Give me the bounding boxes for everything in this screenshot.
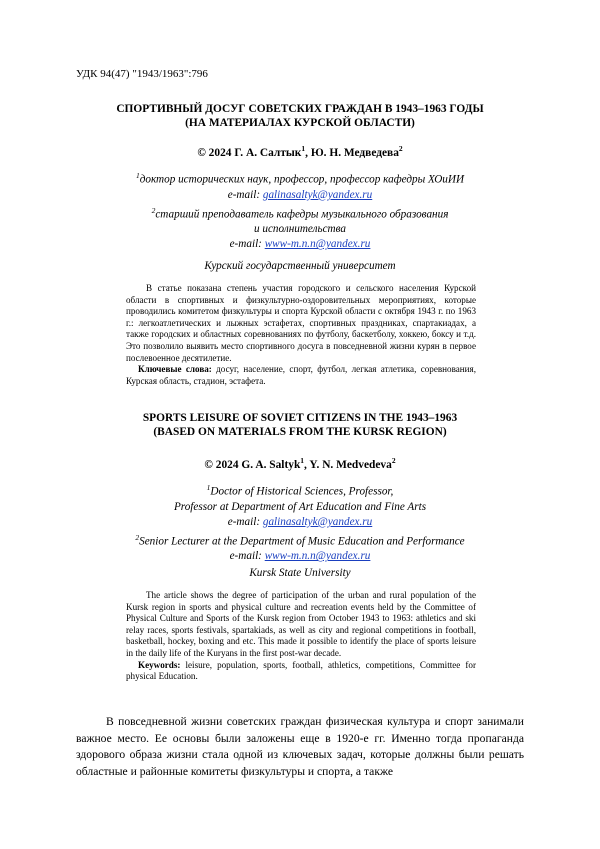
ru-keywords-text: досуг, население, спорт, футбол, легкая атлетика, соревнования, Курская область, стадион, эстафета.: [126, 364, 476, 386]
en-title-line2: (BASED ON MATERIALS FROM THE KURSK REGION): [153, 426, 447, 438]
ru-aff2-sup: 2: [151, 205, 156, 215]
ru-title: [60, 102, 540, 130]
en-aff2-sup: 2: [135, 532, 140, 542]
en-abstract-text: The article shows the degree of participation of the urban and rural population of the Kursk region in sports and physical culture and recreation events held by the Committee of Physical Culture and Sports of the Kursk region from October 1943 to 1963: athletics and ski relay races, sports festivals, spartakiads, as well as city and regional competitions in football, basketball, hockey, boxing and etc. This made it possible to identify the place of sports leisure in the daily life of the Kuryans in the first post-war decade.: [126, 590, 476, 658]
ru-abstract-text: В статье показана степень участия городского и сельского населения Курской области в спортивных и физкультурно-оздоровительных мероприятиях, которые проводились комитетом физкультуры и спорта Курской области с октября 1943 г. по 1963 г.: легкоатлетических и лыжных эстафетах, спортивных праздниках, спартакиадах, а также городских и областных соревнованиях по футболу, баскетболу, хоккею, боксу и т.д. Это позволило выявить место спортивного досуга в повседневной жизни курян в первое послевоенное десятилетие.: [126, 283, 476, 363]
en-aff1-sup: 1: [206, 483, 211, 492]
en-aff1-email-link[interactable]: galinasaltyk@yandex.ru: [262, 515, 373, 528]
ru-university: Курский государственный университет: [204, 260, 396, 272]
ru-keywords-label: Ключевые слова:: [138, 364, 212, 375]
ru-author1: Г. А. Салтык: [234, 146, 302, 159]
en-aff1-email-label: e-mail:: [227, 515, 263, 528]
ru-aff1-email-label: e-mail:: [227, 188, 263, 201]
en-aff2-email-line: [60, 549, 540, 564]
en-author-sep: ,: [304, 458, 310, 471]
en-keywords-label: Keywords:: [138, 659, 181, 670]
en-affiliations: [60, 480, 540, 564]
en-aff2: [60, 530, 540, 550]
ru-aff1-email-link[interactable]: galinasaltyk@yandex.ru: [262, 188, 373, 201]
en-abstract: [126, 590, 476, 683]
ru-aff2-text: старший преподаватель кафедры музыкального образования: [155, 208, 449, 221]
en-university: Kursk State University: [249, 567, 351, 579]
ru-aff1-text: доктор исторических наук, профессор, профессор кафедры ХОиИИ: [139, 173, 465, 186]
en-title-line1: SPORTS LEISURE OF SOVIET CITIZENS IN THE 1943–1963: [142, 412, 458, 424]
en-author1-sup: 1: [300, 456, 305, 465]
en-aff1-text: Doctor of Historical Sciences, Professor,: [210, 485, 394, 498]
ru-title-line2: (НА МАТЕРИАЛАХ КУРСКОЙ ОБЛАСТИ): [185, 117, 415, 129]
ru-aff2-email-line: [60, 237, 540, 252]
ru-keywords: [126, 364, 476, 387]
ru-affiliations: [60, 168, 540, 252]
en-author2: Y. N. Medvedeva: [309, 458, 392, 471]
en-aff2-text: Senior Lecturer at the Department of Music Education and Performance: [139, 535, 465, 548]
ru-aff2-line2: и исполнительства: [253, 223, 347, 236]
en-authors: [60, 456, 540, 471]
ru-author2: Ю. Н. Медведева: [310, 146, 399, 159]
ru-author2-sup: 2: [398, 144, 403, 153]
ru-aff2: [60, 203, 540, 223]
en-aff1-email-line: [60, 515, 540, 530]
en-copyright: © 2024: [204, 458, 242, 471]
en-aff1-line2: Professor at Department of Art Education and Fine Arts: [173, 500, 427, 513]
ru-aff2-email-label: e-mail:: [229, 238, 265, 251]
en-aff2-email-link[interactable]: www-m.n.n@yandex.ru: [264, 550, 371, 563]
body-text: [76, 714, 524, 780]
udk-code: УДК 94(47) "1943/1963":796: [76, 68, 208, 80]
ru-aff2-email-link[interactable]: www-m.n.n@yandex.ru: [264, 238, 371, 251]
ru-author-sep: ,: [305, 146, 311, 159]
ru-abstract: [126, 283, 476, 387]
ru-aff1: [60, 168, 540, 188]
en-author2-sup: 2: [391, 456, 396, 465]
ru-aff1-sup: 1: [135, 171, 140, 180]
ru-copyright: © 2024: [197, 146, 235, 159]
body-paragraph: В повседневной жизни советских граждан физическая культура и спорт занимали важное место. Ее основы были заложены еще в 1920-е гг. Именно тогда пропаганда здорового образа жизни стала одной из ключевых задач, которые должны были решать областные и районные комитеты физкультуры и спорта, а также: [76, 715, 524, 778]
en-keywords-text: leisure, population, sports, football, athletics, competitions, Committee for physical Education.: [126, 659, 476, 682]
en-aff1: [60, 480, 540, 500]
en-keywords: [126, 660, 476, 683]
en-title: [60, 411, 540, 439]
en-aff2-email-label: e-mail:: [229, 550, 265, 563]
ru-authors: [60, 144, 540, 159]
ru-title-line1: СПОРТИВНЫЙ ДОСУГ СОВЕТСКИХ ГРАЖДАН В 1943–1963 ГОДЫ: [116, 103, 484, 115]
ru-author1-sup: 1: [301, 144, 306, 153]
en-author1: G. A. Saltyk: [241, 458, 301, 471]
ru-aff1-email-line: [60, 188, 540, 203]
